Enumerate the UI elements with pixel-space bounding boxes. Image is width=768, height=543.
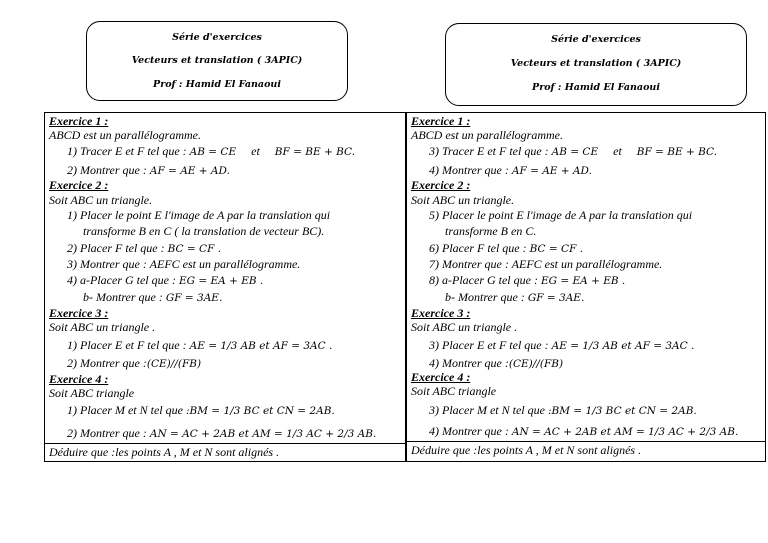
exercise-1-q1: 3) Tracer E et F tel que : AB = CE et BF = BE + BC. bbox=[429, 144, 718, 158]
exercise-2-q4b: b- Montrer que : GF = 3AE. bbox=[445, 290, 585, 304]
exercise-3-q1: 1) Placer E et F tel que : AE = 1/3 AB et AF = 3AC . bbox=[67, 338, 333, 352]
header-box-right bbox=[445, 23, 747, 106]
exercise-1-intro: ABCD est un parallélogramme. bbox=[49, 128, 201, 142]
exercise-2-q4: 8) a-Placer G tel que : EG = EA + EB . bbox=[429, 273, 626, 287]
exercise-sheet-left bbox=[44, 112, 406, 462]
exercise-2-q1: 5) Placer le point E l'image de A par la translation qui bbox=[429, 208, 693, 222]
exercise-4-intro: Soit ABC triangle bbox=[411, 384, 497, 398]
exercise-3-intro: Soit ABC un triangle . bbox=[411, 320, 518, 334]
exercise-2-q3: 7) Montrer que : AEFC est un parallélogramme. bbox=[429, 257, 663, 271]
exercise-3-q2: 4) Montrer que :(CE)//(FB) bbox=[429, 356, 564, 370]
exercise-3-title: Exercice 3 : bbox=[49, 306, 109, 320]
exercise-1-q2: 2) Montrer que : AF = AE + AD. bbox=[67, 163, 230, 177]
header-subject: Vecteurs et translation ( 3APIC) bbox=[131, 55, 303, 66]
header-teacher: Prof : Hamid El Fanaoui bbox=[153, 79, 281, 90]
exercise-4-q1: 3) Placer M et N tel que :BM = 1/3 BC et CN = 2AB. bbox=[429, 403, 697, 417]
exercise-4-intro: Soit ABC triangle bbox=[49, 386, 135, 400]
exercise-3-q1: 3) Placer E et F tel que : AE = 1/3 AB et AF = 3AC . bbox=[429, 338, 695, 352]
exercise-2-title: Exercice 2 : bbox=[49, 178, 109, 192]
exercise-1-q2: 4) Montrer que : AF = AE + AD. bbox=[429, 163, 592, 177]
header-series: Série d'exercices bbox=[172, 32, 262, 43]
exercise-4-q1: 1) Placer M et N tel que :BM = 1/3 BC et CN = 2AB. bbox=[67, 403, 335, 417]
exercise-1-title: Exercice 1 : bbox=[49, 114, 109, 128]
exercise-2-q1: 1) Placer le point E l'image de A par la translation qui bbox=[67, 208, 331, 222]
exercise-4-q2: 4) Montrer que : AN = AC + 2AB et AM = 1/3 AC + 2/3 AB. bbox=[429, 424, 739, 438]
exercise-1-q1: 1) Tracer E et F tel que : AB = CE et BF = BE + BC. bbox=[67, 144, 356, 158]
exercise-4-deduce: Déduire que :les points A , M et N sont alignés . bbox=[411, 443, 642, 457]
exercise-2-intro: Soit ABC un triangle. bbox=[49, 193, 153, 207]
exercise-1-title: Exercice 1 : bbox=[411, 114, 471, 128]
exercise-3-intro: Soit ABC un triangle . bbox=[49, 320, 156, 334]
exercise-2-q4: 4) a-Placer G tel que : EG = EA + EB . bbox=[67, 273, 264, 287]
exercise-2-title: Exercice 2 : bbox=[411, 178, 471, 192]
exercise-2-q4b: b- Montrer que : GF = 3AE. bbox=[83, 290, 223, 304]
exercise-sheet-right bbox=[406, 112, 766, 462]
exercise-2-q2: 2) Placer F tel que : BC = CF . bbox=[67, 241, 222, 255]
exercise-3-q2: 2) Montrer que :(CE)//(FB) bbox=[67, 356, 202, 370]
exercise-4-title: Exercice 4 : bbox=[411, 370, 471, 384]
exercise-4-deduce: Déduire que :les points A , M et N sont alignés . bbox=[49, 445, 280, 459]
exercise-1-intro: ABCD est un parallélogramme. bbox=[411, 128, 563, 142]
exercise-2-q1-cont: transforme B en C. bbox=[445, 224, 537, 238]
header-teacher: Prof : Hamid El Fanaoui bbox=[532, 82, 660, 93]
exercise-3-title: Exercice 3 : bbox=[411, 306, 471, 320]
exercise-2-intro: Soit ABC un triangle. bbox=[411, 193, 515, 207]
header-series: Série d'exercices bbox=[551, 34, 641, 45]
exercise-2-q1-cont: transforme B en C ( la translation de vecteur BC). bbox=[83, 224, 325, 238]
header-box-left bbox=[86, 21, 348, 101]
exercise-4-q2: 2) Montrer que : AN = AC + 2AB et AM = 1/3 AC + 2/3 AB. bbox=[67, 426, 377, 440]
exercise-2-q2: 6) Placer F tel que : BC = CF . bbox=[429, 241, 584, 255]
header-subject: Vecteurs et translation ( 3APIC) bbox=[510, 58, 682, 69]
exercise-4-title: Exercice 4 : bbox=[49, 372, 109, 386]
exercise-2-q3: 3) Montrer que : AEFC est un parallélogramme. bbox=[67, 257, 301, 271]
